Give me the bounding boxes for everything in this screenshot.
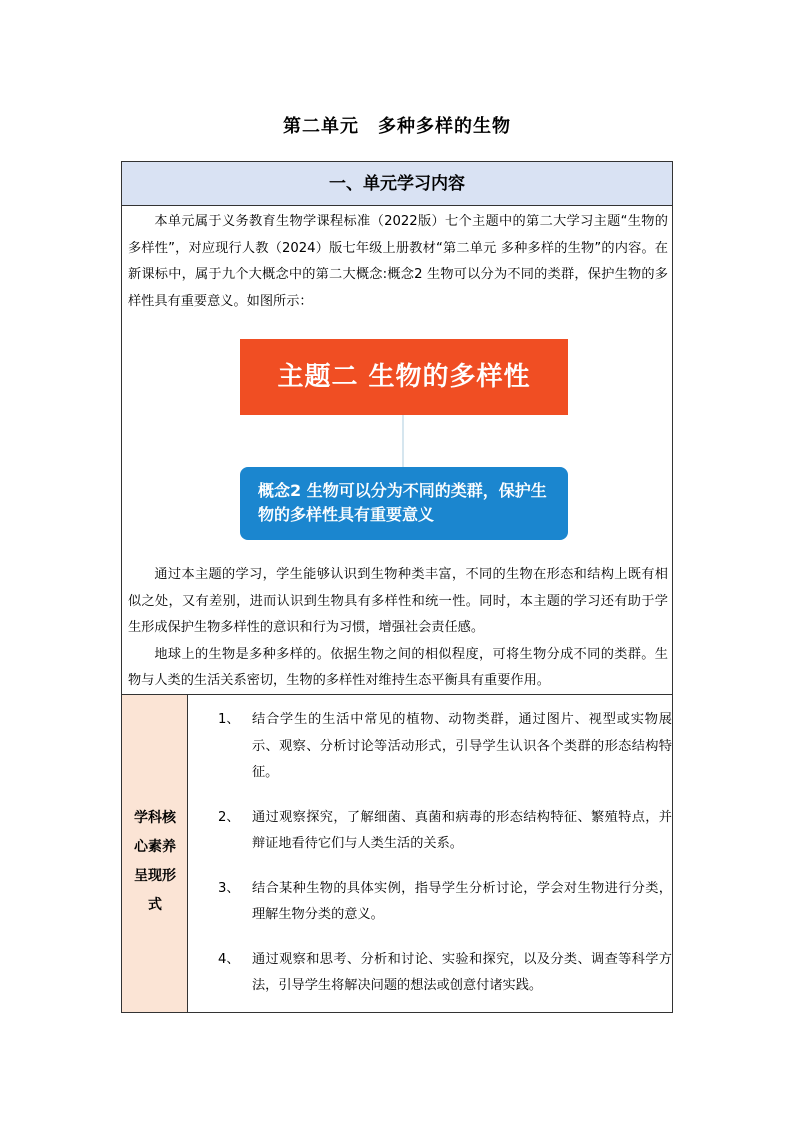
list-item-number: 4、 — [218, 951, 240, 967]
diagram-connector — [402, 415, 404, 467]
unit-content-table — [121, 161, 673, 1013]
list-item-text: 通过观察探究，了解细菌、真菌和病毒的形态结构特征、繁殖特点，并辩证地看待它们与人类生活的关系。 — [252, 809, 672, 851]
core-literacy-label: 学科核心素养呈现形式 — [134, 810, 176, 913]
section-header: 一、单元学习内容 — [122, 162, 672, 206]
core-literacy-row — [122, 694, 672, 1012]
list-item-text: 结合某种生物的具体实例，指导学生分析讨论，学会对生物进行分类，理解生物分类的意义。 — [252, 880, 672, 922]
core-literacy-list — [218, 707, 672, 1018]
list-item-number: 3、 — [218, 880, 240, 896]
list-item-text: 通过观察和思考、分析和讨论、实验和探究，以及分类、调查等科学方法，引导学生将解决问题的想法或创意付诸实践。 — [252, 951, 672, 993]
theme-box: 主题二 生物的多样性 — [240, 339, 568, 415]
list-item-number: 2、 — [218, 809, 240, 825]
list-item — [218, 947, 672, 1000]
body-paragraph-2: 地球上的生物是多种多样的。依据生物之间的相似程度，可将生物分成不同的类群。生物与人类的生活关系密切，生物的多样性对维持生态平衡具有重要作用。 — [128, 646, 668, 688]
list-item — [218, 805, 672, 858]
concept-box: 概念2 生物可以分为不同的类群，保护生物的多样性具有重要意义 — [240, 467, 568, 540]
list-item — [218, 876, 672, 929]
concept-diagram — [122, 338, 672, 548]
list-item-number: 1、 — [218, 712, 240, 727]
list-item — [218, 707, 672, 787]
page-title: 第二单元 多种多样的生物 — [283, 116, 511, 137]
body-text — [128, 562, 668, 695]
intro-paragraph: 本单元属于义务教育生物学课程标准（2022版）七个主题中的第二大学习主题“生物的多样性”，对应现行人教（2024）版七年级上册教材“第二单元 多种多样的生物”的内容。在新课标中，属于九个大概念中的第二大概念:概念2 生物可以分为不同的类群，保护生物的多样性具有重要意义。如图所示： — [128, 214, 668, 309]
core-literacy-label-cell — [122, 695, 188, 1012]
list-item-text: 结合学生的生活中常见的植物、动物类群，通过图片、视型或实物展示、观察、分析讨论等活动形式，引导学生认识各个类群的形态结构特征。 — [252, 712, 672, 780]
body-paragraph-1: 通过本主题的学习，学生能够认识到生物种类丰富，不同的生物在形态和结构上既有相似之处，又有差别，进而认识到生物具有多样性和统一性。同时，本主题的学习还有助于学生形成保护生物多样性的意识和行为习惯，增强社会责任感。 — [128, 567, 668, 635]
